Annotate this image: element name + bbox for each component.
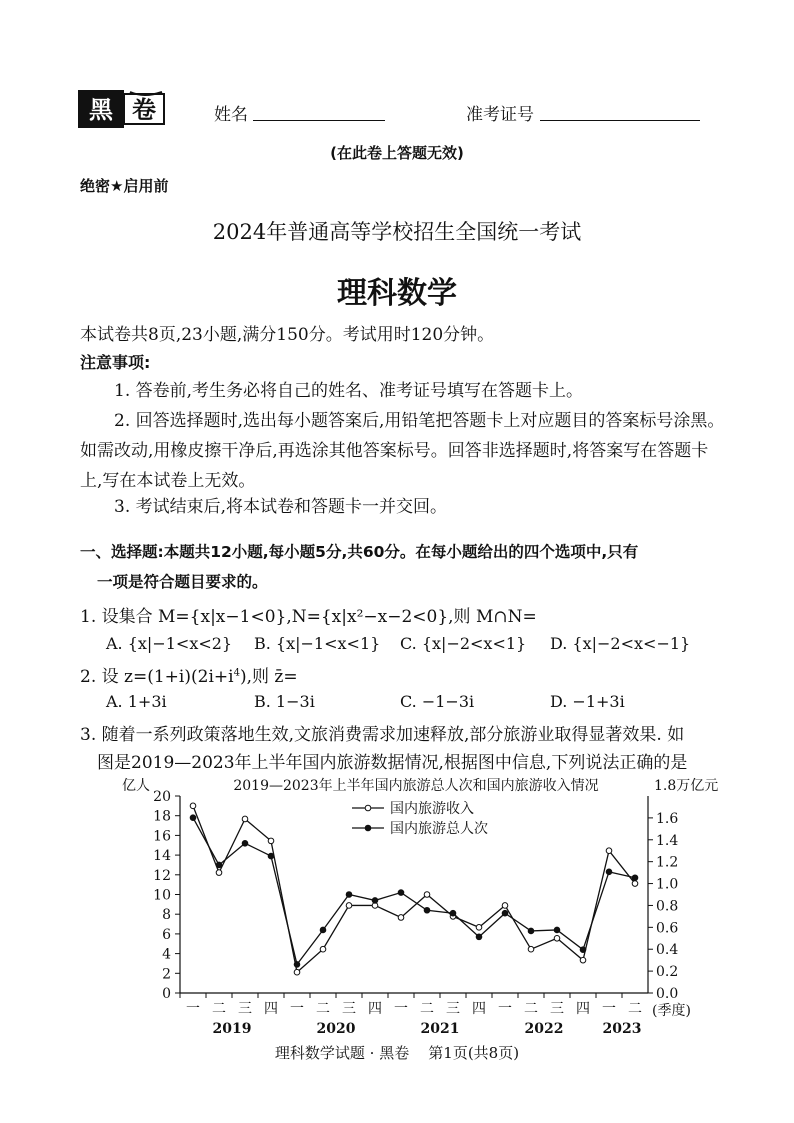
data-point-visitors [190,815,196,821]
brand-logo [78,90,166,128]
data-point-visitors [528,928,534,934]
data-point-visitors [268,853,274,859]
data-point-revenue [606,848,612,854]
data-point-visitors [242,840,248,846]
data-point-revenue [242,816,248,822]
chart-title: 2019—2023年上半年国内旅游总人次和国内旅游收入情况 [233,778,599,794]
exam-id-label: 准考证号 [466,105,534,125]
subject-title: 理科数学 [337,276,457,311]
note-item-1: 1. 答卷前,考生务必将自己的姓名、准考证号填写在答题卡上。 [114,381,584,401]
data-point-visitors [476,934,482,940]
x-tick-label: 一 [290,1001,304,1017]
x-axis-unit: (季度) [652,1003,691,1019]
left-tick-label: 14 [153,848,171,865]
data-point-visitors [398,890,404,896]
data-point-visitors [450,910,456,916]
left-tick-label: 16 [153,828,171,845]
data-point-revenue [632,881,638,887]
q1-option-d: D. {x|−2<x<−1} [550,634,691,653]
exam-title: 2024年普通高等学校招生全国统一考试 [212,220,582,244]
x-tick-label: 一 [602,1001,616,1017]
page-footer: 理科数学试题 · 黑卷 第1页(共8页) [274,1044,520,1062]
q2-option-b: B. 1−3i [254,692,315,711]
data-point-visitors [216,862,222,868]
left-tick-label: 0 [162,986,171,1002]
data-point-revenue [398,915,404,921]
data-point-revenue [294,969,300,975]
data-point-visitors [294,962,300,968]
data-point-visitors [424,907,430,913]
data-point-revenue [346,903,352,909]
q1-option-a: A. {x|−1<x<2} [106,634,233,653]
x-tick-label: 三 [550,1001,564,1017]
data-point-revenue [528,946,534,952]
right-tick-label: 1.4 [656,832,679,849]
data-point-visitors [632,875,638,881]
data-point-revenue [190,803,196,809]
data-point-revenue [580,957,586,963]
left-tick-label: 2 [162,966,171,983]
right-tick-label: 1.0 [656,876,679,893]
left-tick-label: 4 [162,946,171,963]
left-tick-label: 12 [153,867,171,884]
q2-option-a: A. 1+3i [106,692,167,711]
q2-option-c: C. −1−3i [400,692,475,711]
x-tick-label: 二 [420,1001,434,1017]
note-item-2: 2. 回答选择题时,选出每小题答案后,用铅笔把答题卡上对应题目的答案标号涂黑。如需改动,用橡皮擦干净后,再选涂其他答案标号。回答非选择题时,将答案写在答题卡上,写在本试卷上无效。 [80,411,725,491]
q1-option-c: C. {x|−2<x<1} [400,634,527,653]
left-tick-label: 8 [162,907,171,924]
data-point-revenue [554,935,560,941]
section1-heading: 一、选择题:本题共12小题,每小题5分,共60分。在每小题给出的四个选项中,只有 [80,543,639,561]
year-label: 2022 [524,1021,564,1037]
data-point-visitors [554,927,560,933]
note-item-3: 3. 考试结束后,将本试卷和答题卡一并交回。 [114,497,448,517]
data-point-visitors [372,898,378,904]
x-tick-label: 二 [316,1001,330,1017]
data-point-revenue [424,892,430,898]
name-field[interactable] [253,100,385,121]
x-tick-label: 一 [498,1001,512,1017]
year-label: 2023 [602,1021,642,1037]
right-tick-label: 0.2 [656,964,679,981]
exam-id-field[interactable] [540,100,700,121]
x-tick-label: 四 [368,1001,382,1017]
svg-text:卷: 卷 [132,96,156,124]
right-tick-label: 0.6 [656,920,679,937]
data-point-revenue [502,903,508,909]
data-point-visitors [320,927,326,933]
data-point-revenue [216,870,222,876]
legend-marker [365,825,371,831]
q2-stem: 2. 设 $z=(1+i)(2i+i^4)$,则 z̄= [80,667,298,687]
x-tick-label: 二 [628,1001,642,1017]
legend-marker [365,805,371,811]
left-tick-label: 18 [153,808,171,825]
tourism-chart [0,770,794,1040]
x-tick-label: 四 [472,1001,486,1017]
year-label: 2021 [420,1021,460,1037]
data-point-revenue [320,946,326,952]
x-tick-label: 二 [524,1001,538,1017]
data-point-visitors [580,947,586,953]
secret-label: 绝密★启用前 [80,177,169,195]
notes-heading: 注意事项: [80,353,151,372]
q3-line1: 3. 随着一系列政策落地生效,文旅消费需求加速释放,部分旅游业取得显著效果. 如 [80,725,685,745]
x-tick-label: 四 [576,1001,590,1017]
x-tick-label: 三 [238,1001,252,1017]
right-tick-label: 0.8 [656,898,679,915]
x-tick-label: 一 [394,1001,408,1017]
legend-label: 国内旅游收入 [390,801,474,817]
data-point-revenue [476,925,482,931]
left-tick-label: 20 [153,789,171,805]
data-point-revenue [268,838,274,844]
series-line-visitors [193,818,635,965]
right-tick-label: 0.4 [656,942,679,959]
q1-stem: 1. 设集合 M={x|x−1<0},N={x|x²−x−2<0},则 M∩N= [80,607,537,627]
left-tick-label: 6 [162,926,171,943]
right-tick-label: 1.6 [656,810,679,827]
svg-text:黑: 黑 [89,96,113,124]
x-tick-label: 二 [212,1001,226,1017]
year-label: 2019 [212,1021,252,1037]
right-tick-label: 1.2 [656,854,679,871]
x-tick-label: 三 [342,1001,356,1017]
data-point-visitors [606,869,612,875]
x-tick-label: 四 [264,1001,278,1017]
year-label: 2020 [316,1021,356,1037]
name-label: 姓名 [214,105,248,125]
q2-option-d: D. −1+3i [550,692,625,711]
legend-label: 国内旅游总人次 [390,821,488,837]
data-point-visitors [502,910,508,916]
right-axis-unit: 1.8万亿元 [654,778,719,794]
left-tick-label: 10 [153,887,171,904]
invalid-note: (在此卷上答题无效) [330,144,464,162]
q3-line2: 图是2019—2023年上半年国内旅游数据情况,根据图中信息,下列说法正确的是 [97,753,688,773]
data-point-visitors [346,892,352,898]
x-tick-label: 一 [186,1001,200,1017]
x-tick-label: 三 [446,1001,460,1017]
section1-heading-cont: 一项是符合题目要求的。 [97,573,268,591]
exam-summary: 本试卷共8页,23小题,满分150分。考试用时120分钟。 [80,325,495,345]
q1-option-b: B. {x|−1<x<1} [254,634,381,653]
left-axis-unit: 亿人 [122,778,150,794]
right-tick-label: 0.0 [656,986,679,1002]
